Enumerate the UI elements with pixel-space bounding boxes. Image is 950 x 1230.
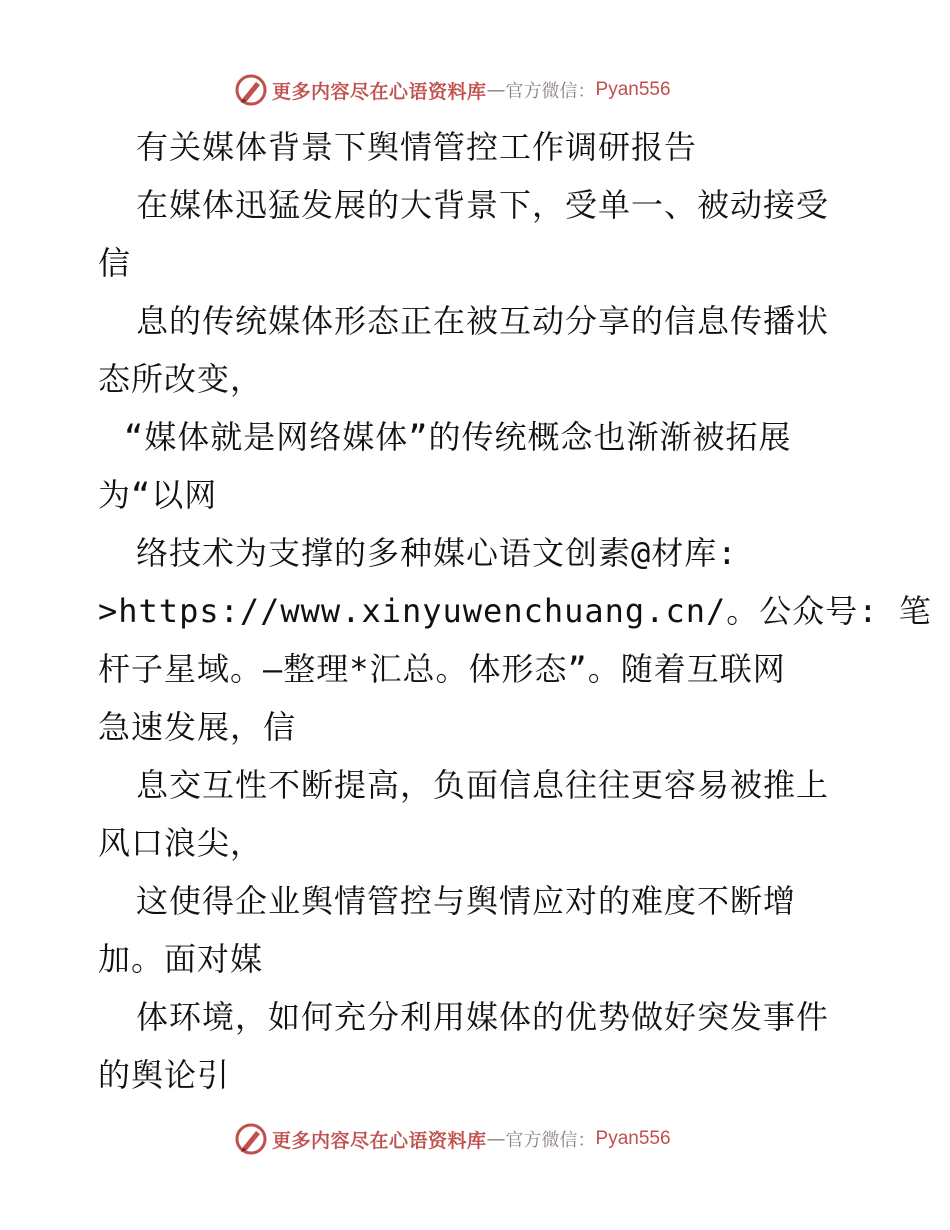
pen-logo-icon [234,73,268,107]
footer-watermark [234,1122,714,1156]
watermark-title: 更多内容尽在心语资料库 [272,80,487,103]
paragraph-line: 急速发展，信 [98,708,297,746]
header-watermark [234,73,714,107]
paragraph-line: 杆子星域。—整理*汇总。体形态”。随着互联网 [98,650,786,688]
watermark-title: 更多内容尽在心语资料库 [272,1129,487,1152]
watermark-wechat: Pyan556 [595,1128,671,1149]
paragraph-line: 在媒体迅猛发展的大背景下，受单一、被动接受 [136,186,830,224]
paragraph-line: 的舆论引 [98,1056,231,1094]
paragraph-line: 风口浪尖， [98,824,264,862]
paragraph-line: 态所改变， [98,360,264,398]
watermark-dash: — [486,1128,506,1150]
paragraph-line: 络技术为支撑的多种媒心语文创素@材库: [136,534,738,572]
paragraph-line: 息的传统媒体形态正在被互动分享的信息传播状 [136,302,830,340]
pen-logo-icon [234,1122,268,1156]
paragraph-line: 为“以网 [98,476,218,514]
paragraph-line: 信 [98,244,132,282]
doc-title: 有关媒体背景下舆情管控工作调研报告 [136,128,698,166]
paragraph-line: >https://www.xinyuwenchuang.cn/。公众号: 笔 [98,592,932,630]
paragraph-line: 体环境，如何充分利用媒体的优势做好突发事件 [136,998,830,1036]
paragraph-line: 这使得企业舆情管控与舆情应对的难度不断增 [136,882,797,920]
paragraph-line: 加。面对媒 [98,940,264,978]
watermark-wechat: Pyan556 [595,79,671,100]
watermark-label: 官方微信： [505,1130,596,1151]
paragraph-line: “媒体就是网络媒体”的传统概念也渐渐被拓展 [124,418,792,456]
watermark-label: 官方微信： [505,81,596,102]
watermark-dash: — [486,79,506,101]
paragraph-line: 息交互性不断提高，负面信息往往更容易被推上 [136,766,830,804]
